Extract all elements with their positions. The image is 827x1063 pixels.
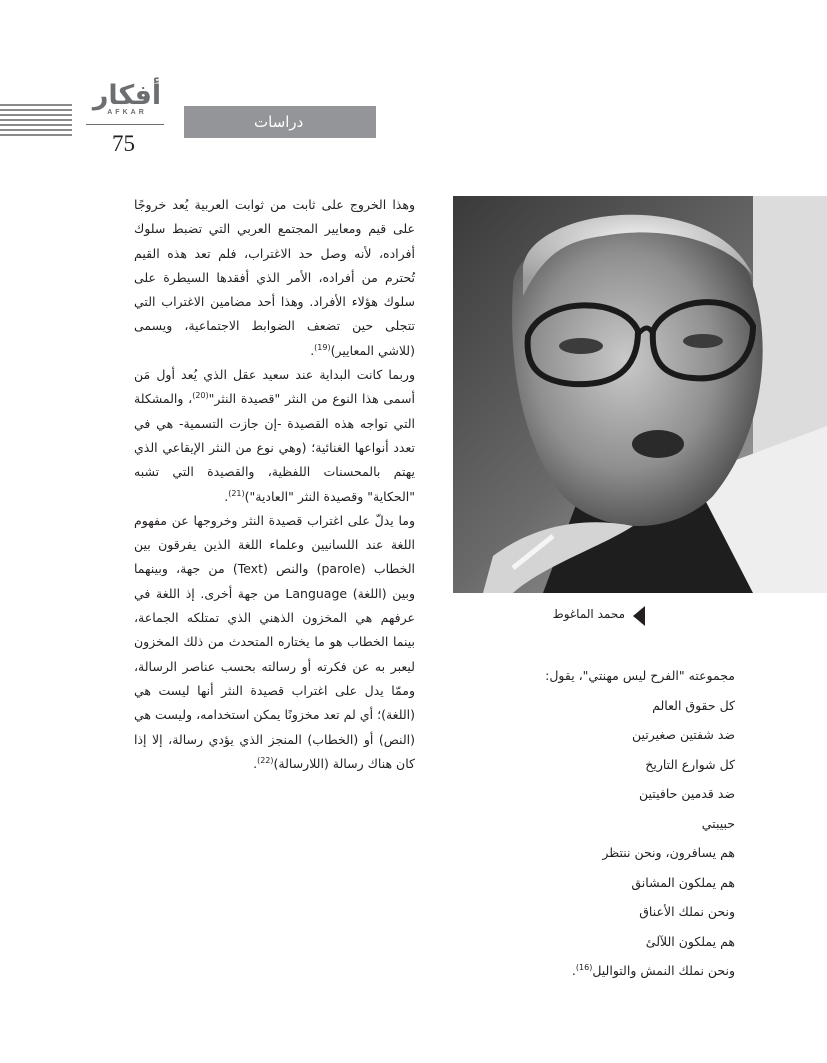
poem-line: كل حقوق العالم	[652, 697, 735, 713]
footnote-ref: (20)	[192, 391, 209, 401]
logo-latin: AFKAR	[107, 109, 147, 116]
paragraph-text: وربما كانت البداية عند سعيد عقل الذي يُعد أول مَن أسمى هذا النوع من النثر "قصيدة النثر"	[134, 367, 415, 407]
article-paragraph	[134, 509, 415, 776]
poem-line: هم يملكون اللآلئ	[645, 933, 735, 949]
poem-line-tail: .	[571, 963, 576, 978]
poem-line: حبيبتي	[701, 815, 735, 831]
caption-text: محمد الماغوط	[552, 607, 625, 621]
header-stripes	[0, 104, 72, 138]
poem-line: هم يسافرون، ونحن ننتظر	[602, 845, 735, 860]
section-tab	[184, 106, 376, 138]
footnote-ref: (21)	[228, 488, 245, 498]
portrait-illustration	[453, 196, 827, 593]
photo-caption	[510, 605, 645, 627]
page-number: 75	[112, 131, 135, 156]
poem-line: ضد شفتين صغيرتين	[631, 727, 735, 742]
footnote-ref: (16)	[575, 962, 593, 972]
article-paragraph	[134, 193, 415, 363]
caption-arrow-icon	[633, 606, 645, 626]
section-label: دراسات	[254, 113, 304, 131]
paragraph-tail: .	[224, 488, 229, 504]
poem-block	[430, 661, 735, 986]
paragraph-tail: .	[253, 755, 258, 771]
poem-line: كل شوارع التاريخ	[645, 756, 735, 772]
paragraph-text: وهذا الخروج على ثابت من ثوابت العربية يُعد خروجًا على قيم ومعايير المجتمع العربي التي تضبط سلوك أفراده، لأنه وصل حد الاغتراب، فلم تعد هذه القيم تُحترم من أفراده، الأمر الذي أفقدها السيطرة على سلوك هؤلاء الأفراد. وهذا أحد مضامين الاغتراب التي تتجلى حين تضعف الضوابط الاجتماعية، ويسمى (للاشي المعايير)	[134, 197, 415, 358]
poem-line-last	[430, 956, 735, 986]
paragraph-text: وما يدلّ على اغتراب قصيدة النثر وخروجها عن مفهوم اللغة عند اللسانيين وعلماء اللغة الذين يفرقون بين الخطاب (parole) والنص (Text) من جهة، وبينهما وبين (اللغة) Language من جهة أخرى. إذ اللغة في عرفهم هي المخزون الذهني الذي تمتلكه الجماعة، بينما الخطاب هو ما يختاره المتحدث من ذلك المخزون ليعبر به عن فكرته أو رسالته بحسب عناصر الرسالة، وممّا يدل على اغتراب قصيدة النثر أنها ليست هي (اللغة)؛ أي لم تعد مخزونًا يمكن استخدامه، وليست هي (النص) أو (الخطاب) المنجز الذي يؤدي رسالة، إلا إذا كان هناك رسالة (اللارسالة)	[134, 512, 416, 771]
footnote-ref: (22)	[257, 755, 274, 765]
logo-arabic: أفكار	[92, 80, 162, 111]
portrait-photo	[453, 196, 827, 593]
poem-line: هم يملكون المشانق	[631, 874, 735, 890]
magazine-logo	[86, 80, 168, 116]
article-paragraph	[134, 363, 415, 509]
header-divider	[86, 124, 164, 125]
paragraph-tail: .	[310, 342, 315, 358]
poem-line: ضد قدمين حافيتين	[639, 786, 735, 801]
poem-line: مجموعته "الفرح ليس مهنتي"، يقول:	[545, 668, 735, 683]
article-column	[134, 193, 415, 776]
footnote-ref: (19)	[314, 342, 331, 352]
poem-line-text: ونحن نملك النمش والتواليل	[592, 963, 735, 978]
poem-line: ونحن نملك الأعناق	[639, 904, 735, 919]
paragraph-text: ، والمشكلة التي تواجه هذه القصيدة -إن جازت التسمية- هي في تعدد أنواعها الغنائية؛ (وهي نوع من النثر الإيقاعي الذي يهتم بالمحسنات اللفظية، والقصيدة التي تشبه "الحكاية" وقصيدة النثر "العادية")	[134, 391, 415, 504]
